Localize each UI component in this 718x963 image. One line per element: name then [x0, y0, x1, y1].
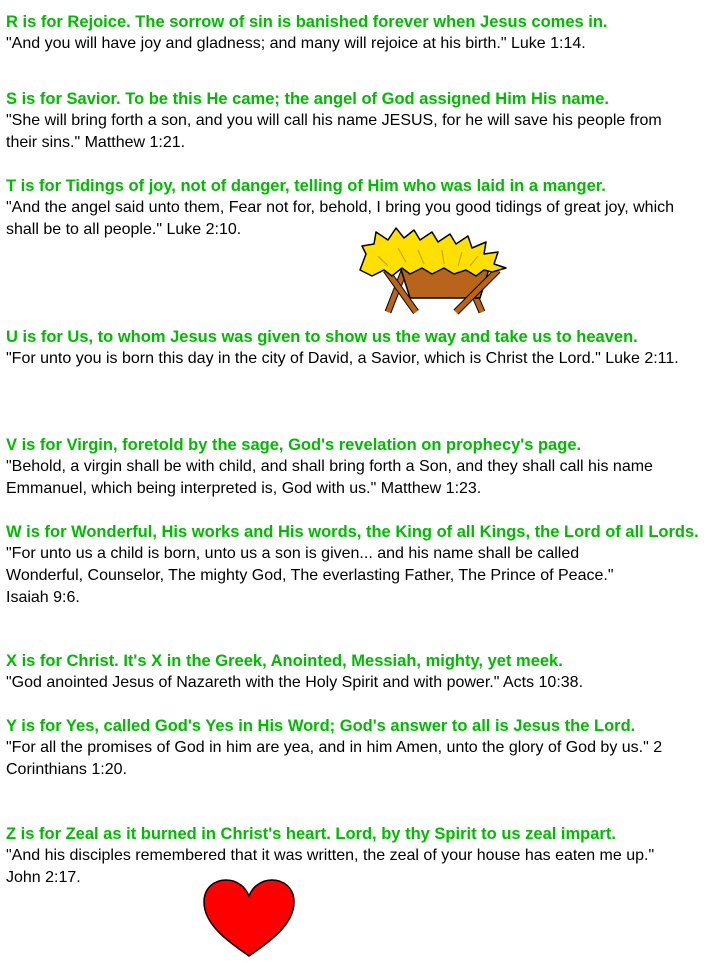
- entry-verse: "And the angel said unto them, Fear not for, behold, I bring you good tidings of great joy, which shall be to all people." Luke 2:10.: [6, 199, 675, 238]
- entry-heading: U is for Us, to whom Jesus was given to show us the way and take us to heaven.: [6, 328, 638, 346]
- entry-x: [6, 650, 712, 694]
- entry-heading: Z is for Zeal as it burned in Christ's heart. Lord, by thy Spirit to us zeal impart.: [6, 825, 616, 843]
- entry-r: [6, 11, 712, 55]
- entry-verse: "God anointed Jesus of Nazareth with the Holy Spirit and with power." Acts 10:38.: [6, 674, 584, 691]
- entry-heading: W is for Wonderful, His works and His words, the King of all Kings, the Lord of all Lords.: [6, 523, 699, 541]
- entry-s: [6, 88, 712, 154]
- entry-v: [6, 434, 712, 500]
- entry-heading: R is for Rejoice. The sorrow of sin is banished forever when Jesus comes in.: [6, 13, 608, 31]
- entry-heading: S is for Savior. To be this He came; the angel of God assigned Him His name.: [6, 90, 610, 108]
- entry-verse: "For unto us a child is born, unto us a son is given... and his name shall be called Wonderful, Counselor, The mighty God, The everlasting Father, The Prince of Peace." Isaiah 9:6.: [6, 545, 614, 606]
- entry-verse: "For unto you is born this day in the city of David, a Savior, which is Christ the Lord." Luke 2:11.: [6, 350, 679, 367]
- entry-heading: Y is for Yes, called God's Yes in His Word; God's answer to all is Jesus the Lord.: [6, 717, 636, 735]
- entry-verse: "She will bring forth a son, and you will call his name JESUS, for he will save his people from their sins." Matthew 1:21.: [6, 112, 662, 151]
- entry-verse: "And you will have joy and gladness; and many will rejoice at his birth." Luke 1:14.: [6, 35, 586, 52]
- entry-y: [6, 715, 712, 781]
- entry-heading: X is for Christ. It's X in the Greek, Anointed, Messiah, mighty, yet meek.: [6, 652, 563, 670]
- entry-heading: V is for Virgin, foretold by the sage, God's revelation on prophecy's page.: [6, 436, 582, 454]
- entry-verse: "And his disciples remembered that it was written, the zeal of your house has eaten me up." John 2:17.: [6, 847, 655, 886]
- entry-z: [6, 823, 712, 889]
- entry-u: [6, 326, 712, 370]
- entry-verse: "For all the promises of God in him are yea, and in him Amen, unto the glory of God by us." 2 Corinthians 1:20.: [6, 739, 663, 778]
- entry-heading: T is for Tidings of joy, not of danger, telling of Him who was laid in a manger.: [6, 177, 606, 195]
- entry-verse: "Behold, a virgin shall be with child, and shall bring forth a Son, and they shall call his name Emmanuel, which being interpreted is, God with us." Matthew 1:23.: [6, 458, 653, 497]
- manger-icon: [358, 226, 510, 316]
- heart-icon: [202, 878, 296, 958]
- entry-w: [6, 521, 712, 609]
